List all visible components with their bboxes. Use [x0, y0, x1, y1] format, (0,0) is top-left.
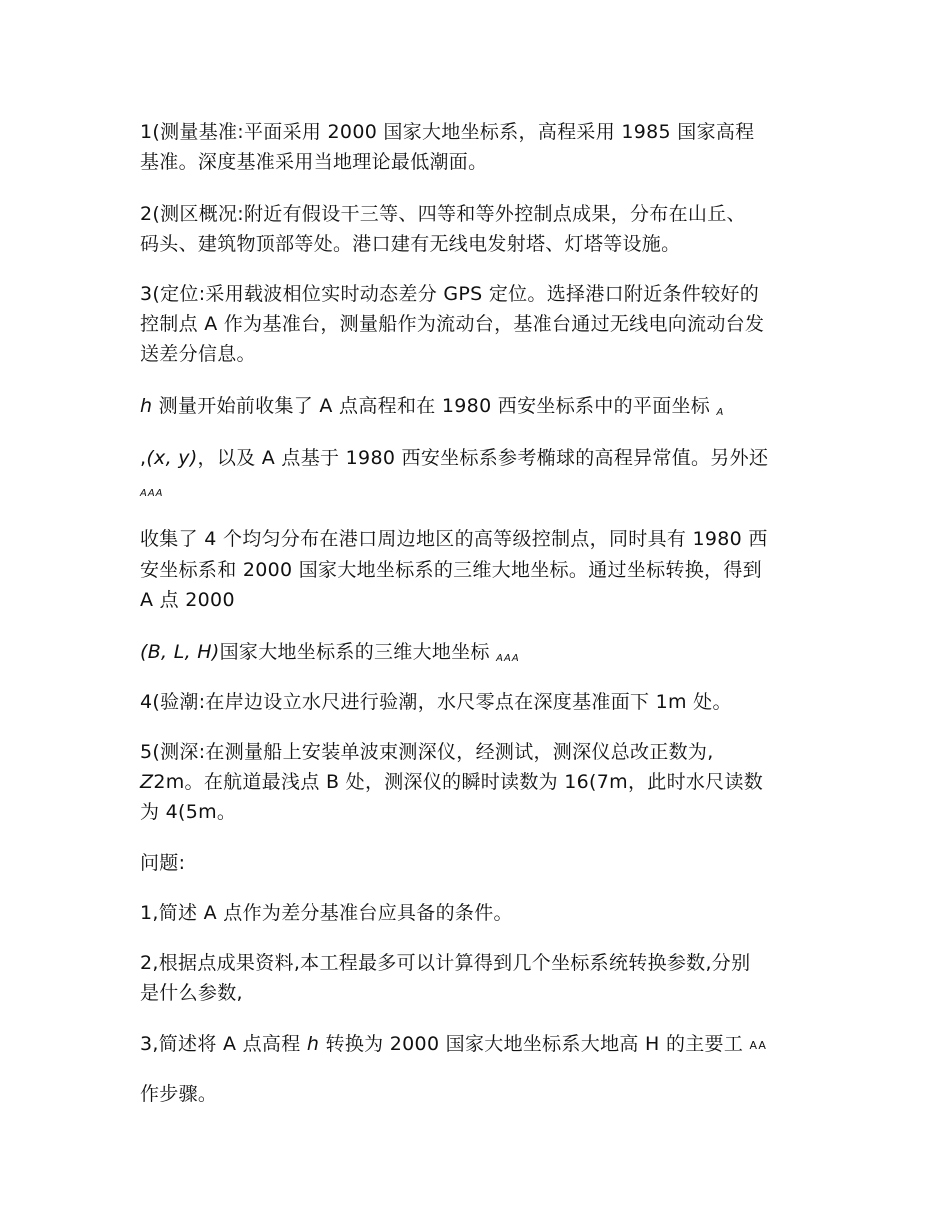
question-3-prefix: 3,简述将 A 点高程 — [140, 1033, 307, 1055]
blh-coordinates: (B, L, H) — [140, 641, 220, 663]
height-symbol-h: h — [140, 395, 153, 417]
paragraph-4-text: 测量开始前收集了 A 点高程和在 1980 西安坐标系中的平面坐标 — [152, 395, 717, 417]
leading-comma: , — [140, 447, 147, 469]
paragraph-6-line-3: A 点 2000 — [140, 589, 235, 611]
paragraph-9-line-1: 5(测深:在测量船上安装单波束测深仪，经测试，测深仪总改正数为, — [140, 741, 714, 763]
correction-symbol-z: Z — [140, 771, 154, 793]
paragraph-1-line-1: 1(测量基准:平面采用 2000 国家大地坐标系，高程采用 1985 国家高程 — [140, 121, 755, 143]
question-2-line-2: 是什么参数, — [140, 982, 243, 1004]
paragraph-3-line-2: 控制点 A 作为基准台，测量船作为流动台，基准台通过无线电向流动台发 — [140, 313, 765, 335]
paragraph-9-line-2-text: 2m。在航道最浅点 B 处，测深仪的瞬时读数为 16(7m，此时水尺读数 — [153, 771, 764, 793]
subscript-aaa: AAA — [496, 653, 520, 664]
paragraph-4-line — [140, 392, 724, 427]
question-2-line-1: 2,根据点成果资料,本工程最多可以计算得到几个坐标系统转换参数,分别 — [140, 952, 751, 974]
paragraph-2-line-2: 码头、建筑物顶部等处。港口建有无线电发射塔、灯塔等设施。 — [140, 233, 681, 255]
questions-title: 问题: — [140, 852, 186, 874]
question-3-line-1 — [140, 1030, 767, 1060]
paragraph-7-text: 国家大地坐标系的三维大地坐标 — [219, 641, 497, 663]
xy-coordinates: (x, y) — [146, 447, 198, 469]
question-3-text: 转换为 2000 国家大地坐标系大地高 H 的主要工 — [319, 1033, 750, 1055]
paragraph-1-line-2: 基准。深度基准采用当地理论最低潮面。 — [140, 151, 488, 173]
question-3-line-2: 作步骤。 — [140, 1083, 218, 1105]
subscript-aaa-row: AAA — [140, 488, 164, 499]
paragraph-9-line-3: 为 4(5m。 — [140, 801, 237, 823]
paragraph-3-line-1: 3(定位:采用载波相位实时动态差分 GPS 定位。选择港口附近条件较好的 — [140, 283, 760, 305]
paragraph-5-line — [140, 444, 768, 472]
paragraph-5-text: ，以及 A 点基于 1980 西安坐标系参考椭球的高程异常值。另外还 — [197, 447, 769, 469]
question-1: 1,简述 A 点作为差分基准台应具备的条件。 — [140, 902, 513, 924]
paragraph-6-line-2: 安坐标系和 2000 国家大地坐标系的三维大地坐标。通过坐标转换，得到 — [140, 559, 762, 581]
paragraph-7-line — [140, 638, 520, 673]
paragraph-8-line-1: 4(验潮:在岸边设立水尺进行验潮，水尺零点在深度基准面下 1m 处。 — [140, 691, 732, 713]
question-3-subscript-aa: AA — [749, 1039, 767, 1052]
paragraph-6-line-1: 收集了 4 个均匀分布在港口周边地区的高等级控制点，同时具有 1980 西 — [140, 528, 768, 550]
subscript-a: A — [716, 407, 725, 418]
paragraph-9-line-2 — [140, 768, 763, 796]
question-3-height-symbol-h: h — [306, 1033, 320, 1055]
paragraph-2-line-1: 2(测区概况:附近有假设干三等、四等和等外控制点成果，分布在山丘、 — [140, 203, 746, 225]
paragraph-3-line-3: 送差分信息。 — [140, 343, 256, 365]
